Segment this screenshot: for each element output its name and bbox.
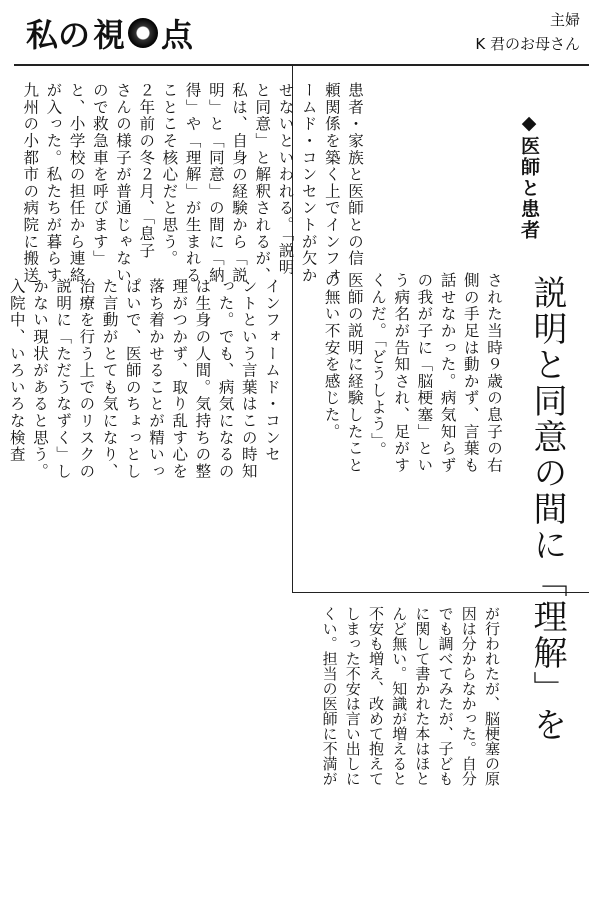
text-line: 入院中、いろいろな検査 <box>7 278 26 463</box>
text-top-left <box>5 278 283 480</box>
text-line: かない現状があると思う。 <box>30 278 49 480</box>
text-line: に関して書かれた本はほと <box>413 606 432 786</box>
text-line: 説明に「ただうなずく」し <box>54 278 73 480</box>
text-line: しまった不安は言い出しに <box>343 606 362 786</box>
text-line: と、小学校の担任から連絡 <box>67 82 86 284</box>
logo-text-3: 点 <box>161 16 194 54</box>
text-line: の我が子に「脳梗塞」とい <box>415 272 434 474</box>
text-line: ームド・コンセントが欠か <box>299 82 318 284</box>
text-line: くんだ。「どうしよう」。 <box>368 272 387 459</box>
text-line: は生身の人間。気持ちの整 <box>193 278 212 480</box>
text-line: 落ち着かせることが精いっ <box>146 278 165 480</box>
logo-text-2: 視 <box>93 16 126 54</box>
text-line: った。でも、病気になるの <box>216 278 235 480</box>
text-line: くい。担当の医師に不満が <box>320 606 339 786</box>
text-line: う病名が告知され、足がす <box>392 272 411 474</box>
text-line: の無い不安を感じた。 <box>322 272 341 440</box>
byline-role: 主婦 <box>549 11 580 29</box>
text-line: 患者・家族と医師との信 <box>346 82 365 267</box>
text-line: 九州の小都市の病院に搬送 <box>21 82 40 284</box>
byline-name: K 君のお母さん <box>475 35 580 53</box>
text-mid-right <box>317 606 503 786</box>
text-line: 理がつかず、取り乱す心を <box>170 278 189 480</box>
text-line: 話せなかった。病気知らず <box>438 272 457 474</box>
text-line: 医師の説明に経験したこと <box>345 272 364 474</box>
byline <box>430 8 580 56</box>
text-line: でも調べてみたが、子ども <box>436 606 455 786</box>
text-line: 因は分からなかった。自分 <box>459 606 478 786</box>
text-line: さんの様子が普通じゃない <box>114 82 133 284</box>
text-left <box>18 82 366 284</box>
text-line: が行われたが、脳梗塞の原 <box>483 606 501 786</box>
text-line: 側の手足は動かず、言葉も <box>461 272 480 474</box>
logo-text-1: 私の <box>26 16 91 54</box>
text-line: 治療を行う上でのリスクの <box>77 278 96 480</box>
text-line: ２年前の冬２月、「息子 <box>137 82 156 260</box>
text-line: ぱいで、医師のちょっとし <box>123 278 142 480</box>
section-label: ◆医師と患者 <box>518 112 540 241</box>
text-line: ことこそ核心だと思う。 <box>160 82 179 267</box>
text-line: 明」と「同意」の間に「納 <box>206 82 225 284</box>
text-line: インフォームド・コンセ <box>263 278 281 463</box>
text-line: が入った。私たちが暮らす <box>44 82 63 284</box>
text-line: 得」や「理解」が生まれる <box>183 82 202 284</box>
text-line: された当時９歳の息子の右 <box>485 272 503 474</box>
text-line: ので救急車を呼びます」 <box>90 82 109 267</box>
column-logo <box>26 10 193 56</box>
text-line: 頼関係を築く上でインフォ <box>322 82 341 284</box>
text-line: た言動がとても気になり、 <box>100 278 119 480</box>
text-line: んど無い。知識が増えると <box>390 606 409 786</box>
text-line: 不安も増え、改めて抱えて <box>366 606 385 786</box>
text-top-right <box>319 272 505 474</box>
text-line: ントという言葉はこの時知 <box>239 278 258 480</box>
article-title: 説明と同意の間に「理解」を <box>527 275 567 743</box>
eye-dot-icon <box>128 18 158 48</box>
text-line: 私は、自身の経験から「説 <box>230 82 249 284</box>
header-rule <box>14 64 589 66</box>
text-line: と同意」と解釈されるが、 <box>253 82 272 284</box>
text-line: せないといわれる。「説明 <box>276 82 295 276</box>
